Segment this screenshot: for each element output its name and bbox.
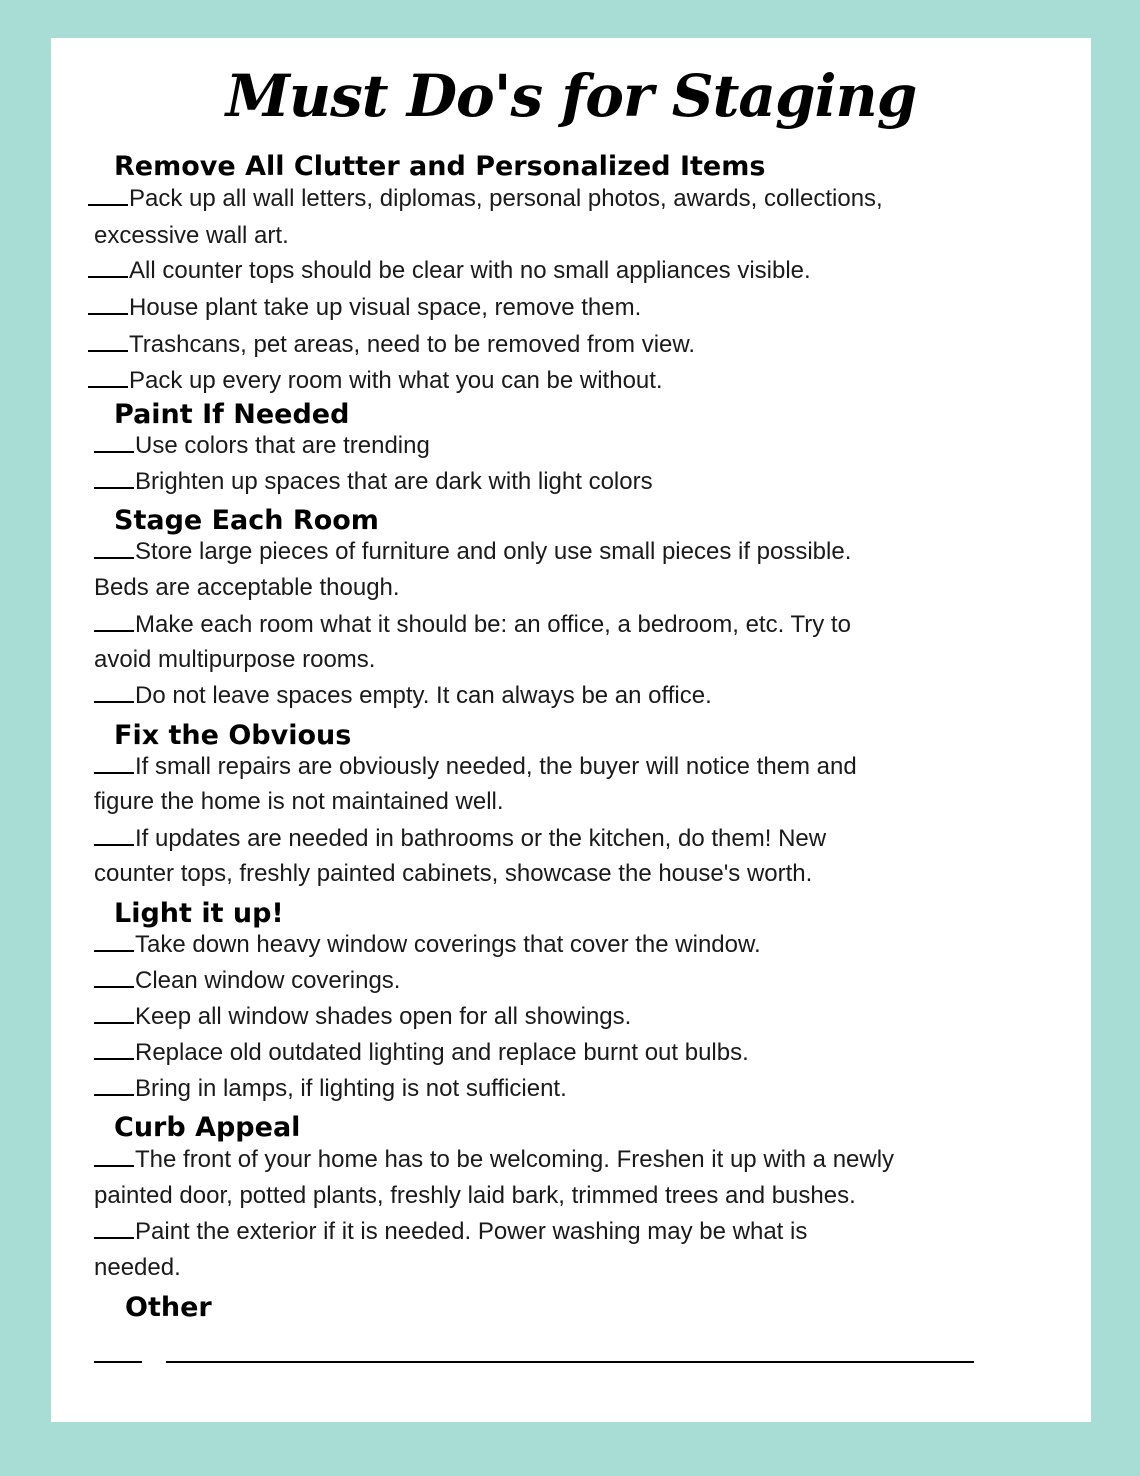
section-heading-fix: Fix the Obvious — [114, 720, 352, 751]
checkbox-blank[interactable] — [94, 467, 134, 489]
section-heading-stage: Stage Each Room — [114, 505, 379, 536]
checklist-item: Store large pieces of furniture and only use small pieces if possible. — [94, 536, 851, 568]
checklist-item: Replace old outdated lighting and replace burnt out bulbs. — [94, 1037, 749, 1069]
checklist-item: All counter tops should be clear with no small appliances visible. — [88, 255, 811, 287]
section-heading-other: Other — [125, 1292, 212, 1323]
checklist-item: Use colors that are trending — [94, 430, 430, 462]
checklist-item-continuation: needed. — [94, 1254, 181, 1281]
checklist-item: Paint the exterior if it is needed. Power washing may be what is — [94, 1216, 807, 1248]
checklist-item: The front of your home has to be welcoming. Freshen it up with a newly — [94, 1144, 894, 1176]
checkbox-blank[interactable] — [94, 752, 134, 774]
checkbox-blank[interactable] — [94, 1002, 134, 1024]
checkbox-blank[interactable] — [94, 1038, 134, 1060]
checklist-item-continuation: counter tops, freshly painted cabinets, showcase the house's worth. — [94, 860, 813, 887]
page-title: Must Do's for Staging — [225, 62, 917, 130]
checkbox-blank[interactable] — [88, 293, 128, 315]
checkbox-blank[interactable] — [88, 330, 128, 352]
checkbox-blank[interactable] — [94, 1074, 134, 1096]
section-heading-clutter: Remove All Clutter and Personalized Items — [114, 151, 766, 182]
checklist-item-continuation: excessive wall art. — [94, 222, 289, 249]
section-heading-light: Light it up! — [114, 898, 284, 929]
checklist-item-continuation: Beds are acceptable though. — [94, 574, 400, 601]
checklist-item: Do not leave spaces empty. It can always be an office. — [94, 680, 712, 712]
other-write-in-line[interactable] — [166, 1361, 974, 1363]
checklist-item-continuation: painted door, potted plants, freshly laid bark, trimmed trees and bushes. — [94, 1182, 856, 1209]
checkbox-blank[interactable] — [94, 1217, 134, 1239]
checkbox-blank[interactable] — [94, 930, 134, 952]
checklist-item: Pack up every room with what you can be without. — [88, 365, 663, 397]
section-heading-curb: Curb Appeal — [114, 1112, 301, 1143]
checklist-page — [51, 38, 1091, 1422]
checklist-item: Bring in lamps, if lighting is not sufficient. — [94, 1073, 567, 1105]
checklist-item: Trashcans, pet areas, need to be removed from view. — [88, 329, 695, 361]
checklist-item: Clean window coverings. — [94, 965, 400, 997]
checklist-item: If small repairs are obviously needed, the buyer will notice them and — [94, 751, 857, 783]
checklist-item-continuation: figure the home is not maintained well. — [94, 788, 504, 815]
checklist-item: Take down heavy window coverings that cover the window. — [94, 929, 761, 961]
checkbox-blank[interactable] — [88, 184, 128, 206]
checkbox-blank[interactable] — [88, 256, 128, 278]
checkbox-blank[interactable] — [88, 366, 128, 388]
checkbox-blank[interactable] — [94, 966, 134, 988]
checklist-item: Make each room what it should be: an office, a bedroom, etc. Try to — [94, 609, 851, 641]
other-checkbox-blank[interactable] — [94, 1361, 142, 1363]
checkbox-blank[interactable] — [94, 431, 134, 453]
checklist-item: Brighten up spaces that are dark with light colors — [94, 466, 653, 498]
checklist-item: Pack up all wall letters, diplomas, personal photos, awards, collections, — [88, 183, 883, 215]
checkbox-blank[interactable] — [94, 1145, 134, 1167]
checkbox-blank[interactable] — [94, 824, 134, 846]
checklist-item-continuation: avoid multipurpose rooms. — [94, 646, 376, 673]
checklist-item: Keep all window shades open for all showings. — [94, 1001, 631, 1033]
checkbox-blank[interactable] — [94, 610, 134, 632]
checklist-item: House plant take up visual space, remove them. — [88, 292, 641, 324]
checkbox-blank[interactable] — [94, 537, 134, 559]
checkbox-blank[interactable] — [94, 681, 134, 703]
checklist-item: If updates are needed in bathrooms or the kitchen, do them! New — [94, 823, 826, 855]
section-heading-paint: Paint If Needed — [114, 399, 350, 430]
